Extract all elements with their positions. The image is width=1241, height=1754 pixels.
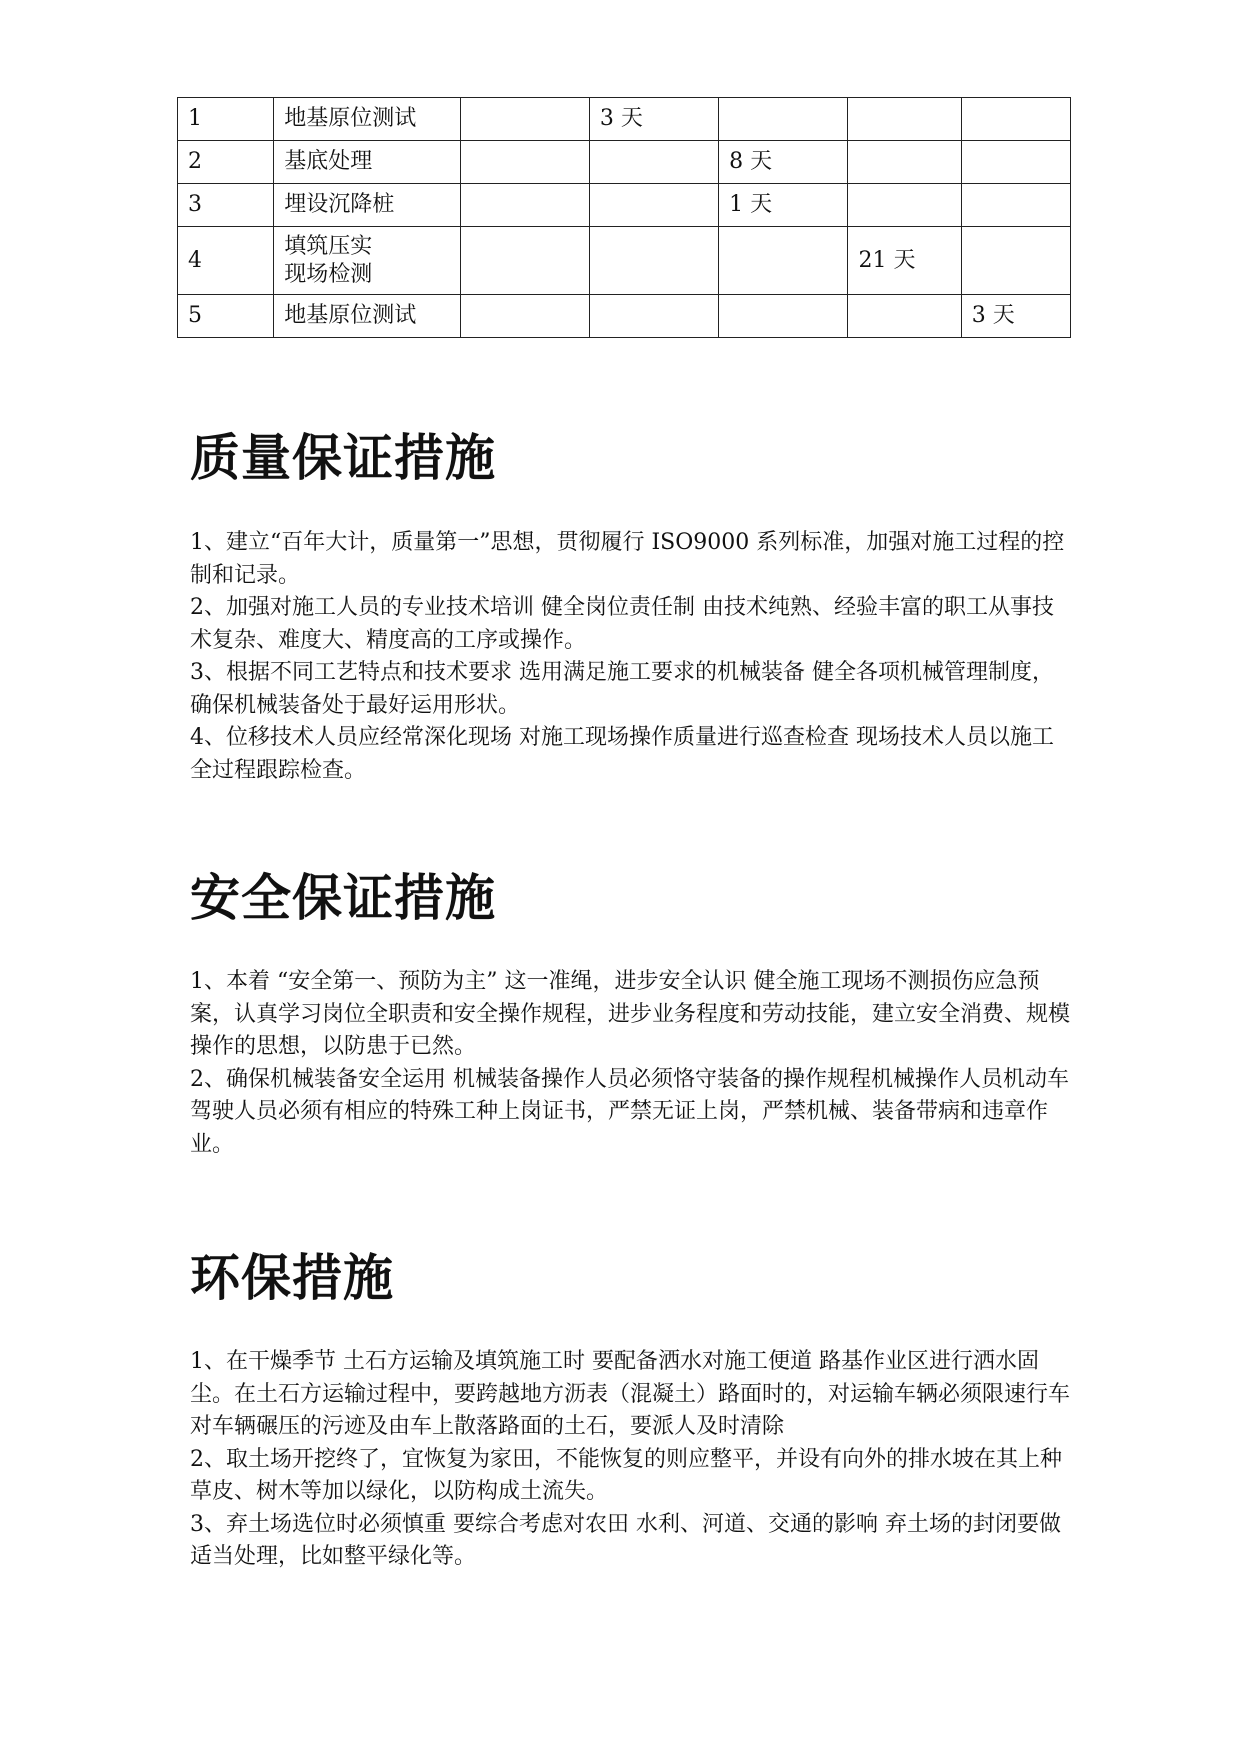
table-row <box>178 295 1071 338</box>
duration-cell <box>848 141 961 184</box>
duration-cell <box>961 141 1070 184</box>
row-number: 4 <box>178 227 274 295</box>
duration-cell: 3 天 <box>961 295 1070 338</box>
duration-cell <box>460 227 589 295</box>
duration-cell <box>589 227 718 295</box>
environment-item: 3、弃土场选位时必须慎重 要综合考虑对农田 水利、河道、交通的影响 弃土场的封闭要做适当处理，比如整平绿化等。 <box>190 1511 1061 1569</box>
table-row <box>178 227 1071 295</box>
table-row <box>178 141 1071 184</box>
duration-cell <box>460 141 589 184</box>
row-item: 地基原位测试 <box>274 295 460 338</box>
duration-cell: 8 天 <box>719 141 848 184</box>
row-item-line: 现场检测 <box>284 261 373 287</box>
duration-cell <box>848 295 961 338</box>
safety-item: 2、确保机械装备安全运用 机械装备操作人员必须恪守装备的操作规程机械操作人员机动车驾驶人员必须有相应的特殊工种上岗证书，严禁无证上岗，严禁机械、装备带病和违章作业。 <box>190 1066 1069 1157</box>
duration-cell <box>848 98 961 141</box>
table-row <box>178 184 1071 227</box>
quality-item: 2、加强对施工人员的专业技术培训 健全岗位责任制 由技术纯熟、经验丰富的职工从事技术复杂、难度大、精度高的工序或操作。 <box>190 595 1054 653</box>
duration-cell <box>589 295 718 338</box>
row-item: 地基原位测试 <box>274 98 460 141</box>
safety-heading: 安全保证措施 <box>190 869 496 927</box>
duration-cell <box>460 184 589 227</box>
environment-item: 1、在干燥季节 土石方运输及填筑施工时 要配备洒水对施工便道 路基作业区进行洒水固尘。在土石方运输过程中，要跨越地方沥表（混凝土）路面时的，对运输车辆必须限速行车 对车辆碾压的污迹及由车上散落路面的土石，要派人及时清除 <box>190 1349 1071 1439</box>
duration-cell: 1 天 <box>719 184 848 227</box>
duration-cell <box>719 295 848 338</box>
duration-cell <box>961 184 1070 227</box>
duration-cell <box>589 184 718 227</box>
duration-cell <box>719 227 848 295</box>
row-number: 2 <box>178 141 274 184</box>
row-item: 基底处理 <box>274 141 460 184</box>
duration-cell <box>961 98 1070 141</box>
duration-cell <box>961 227 1070 295</box>
environment-section <box>190 1346 1075 1574</box>
row-number: 3 <box>178 184 274 227</box>
environment-heading: 环保措施 <box>190 1249 394 1307</box>
safety-item: 1、本着 “安全第一、预防为主” 这一准绳，进步安全认识 健全施工现场不测损伤应急预案，认真学习岗位全职责和安全操作规程，进步业务程度和劳动技能，建立安全消费、规模操作的思想，以防患于已然。 <box>190 969 1071 1059</box>
quality-item: 4、位移技术人员应经常深化现场 对施工现场操作质量进行巡查检查 现场技术人员以施工全过程跟踪检查。 <box>190 725 1054 783</box>
duration-cell <box>589 141 718 184</box>
row-number: 5 <box>178 295 274 338</box>
row-item <box>274 227 460 295</box>
duration-cell <box>460 295 589 338</box>
duration-cell <box>848 184 961 227</box>
row-number: 1 <box>178 98 274 141</box>
duration-cell <box>460 98 589 141</box>
schedule-table <box>177 97 1071 338</box>
environment-item: 2、取土场开挖终了，宜恢复为家田，不能恢复的则应整平，并设有向外的排水坡在其上种草皮、树木等加以绿化，以防构成土流失。 <box>190 1446 1063 1504</box>
duration-cell: 21 天 <box>848 227 961 295</box>
duration-cell: 3 天 <box>589 98 718 141</box>
duration-cell <box>719 98 848 141</box>
quality-item: 3、根据不同工艺特点和技术要求 选用满足施工要求的机械装备 健全各项机械管理制度，确保机械装备处于最好运用形状。 <box>190 660 1054 718</box>
row-item-line: 填筑压实 <box>284 233 373 259</box>
table-row <box>178 98 1071 141</box>
quality-section <box>190 527 1075 787</box>
quality-heading: 质量保证措施 <box>190 429 496 487</box>
safety-section <box>190 966 1075 1161</box>
row-item: 埋设沉降桩 <box>274 184 460 227</box>
quality-item: 1、建立“百年大计，质量第一”思想，贯彻履行 ISO9000 系列标准，加强对施工过程的控制和记录。 <box>190 530 1065 588</box>
